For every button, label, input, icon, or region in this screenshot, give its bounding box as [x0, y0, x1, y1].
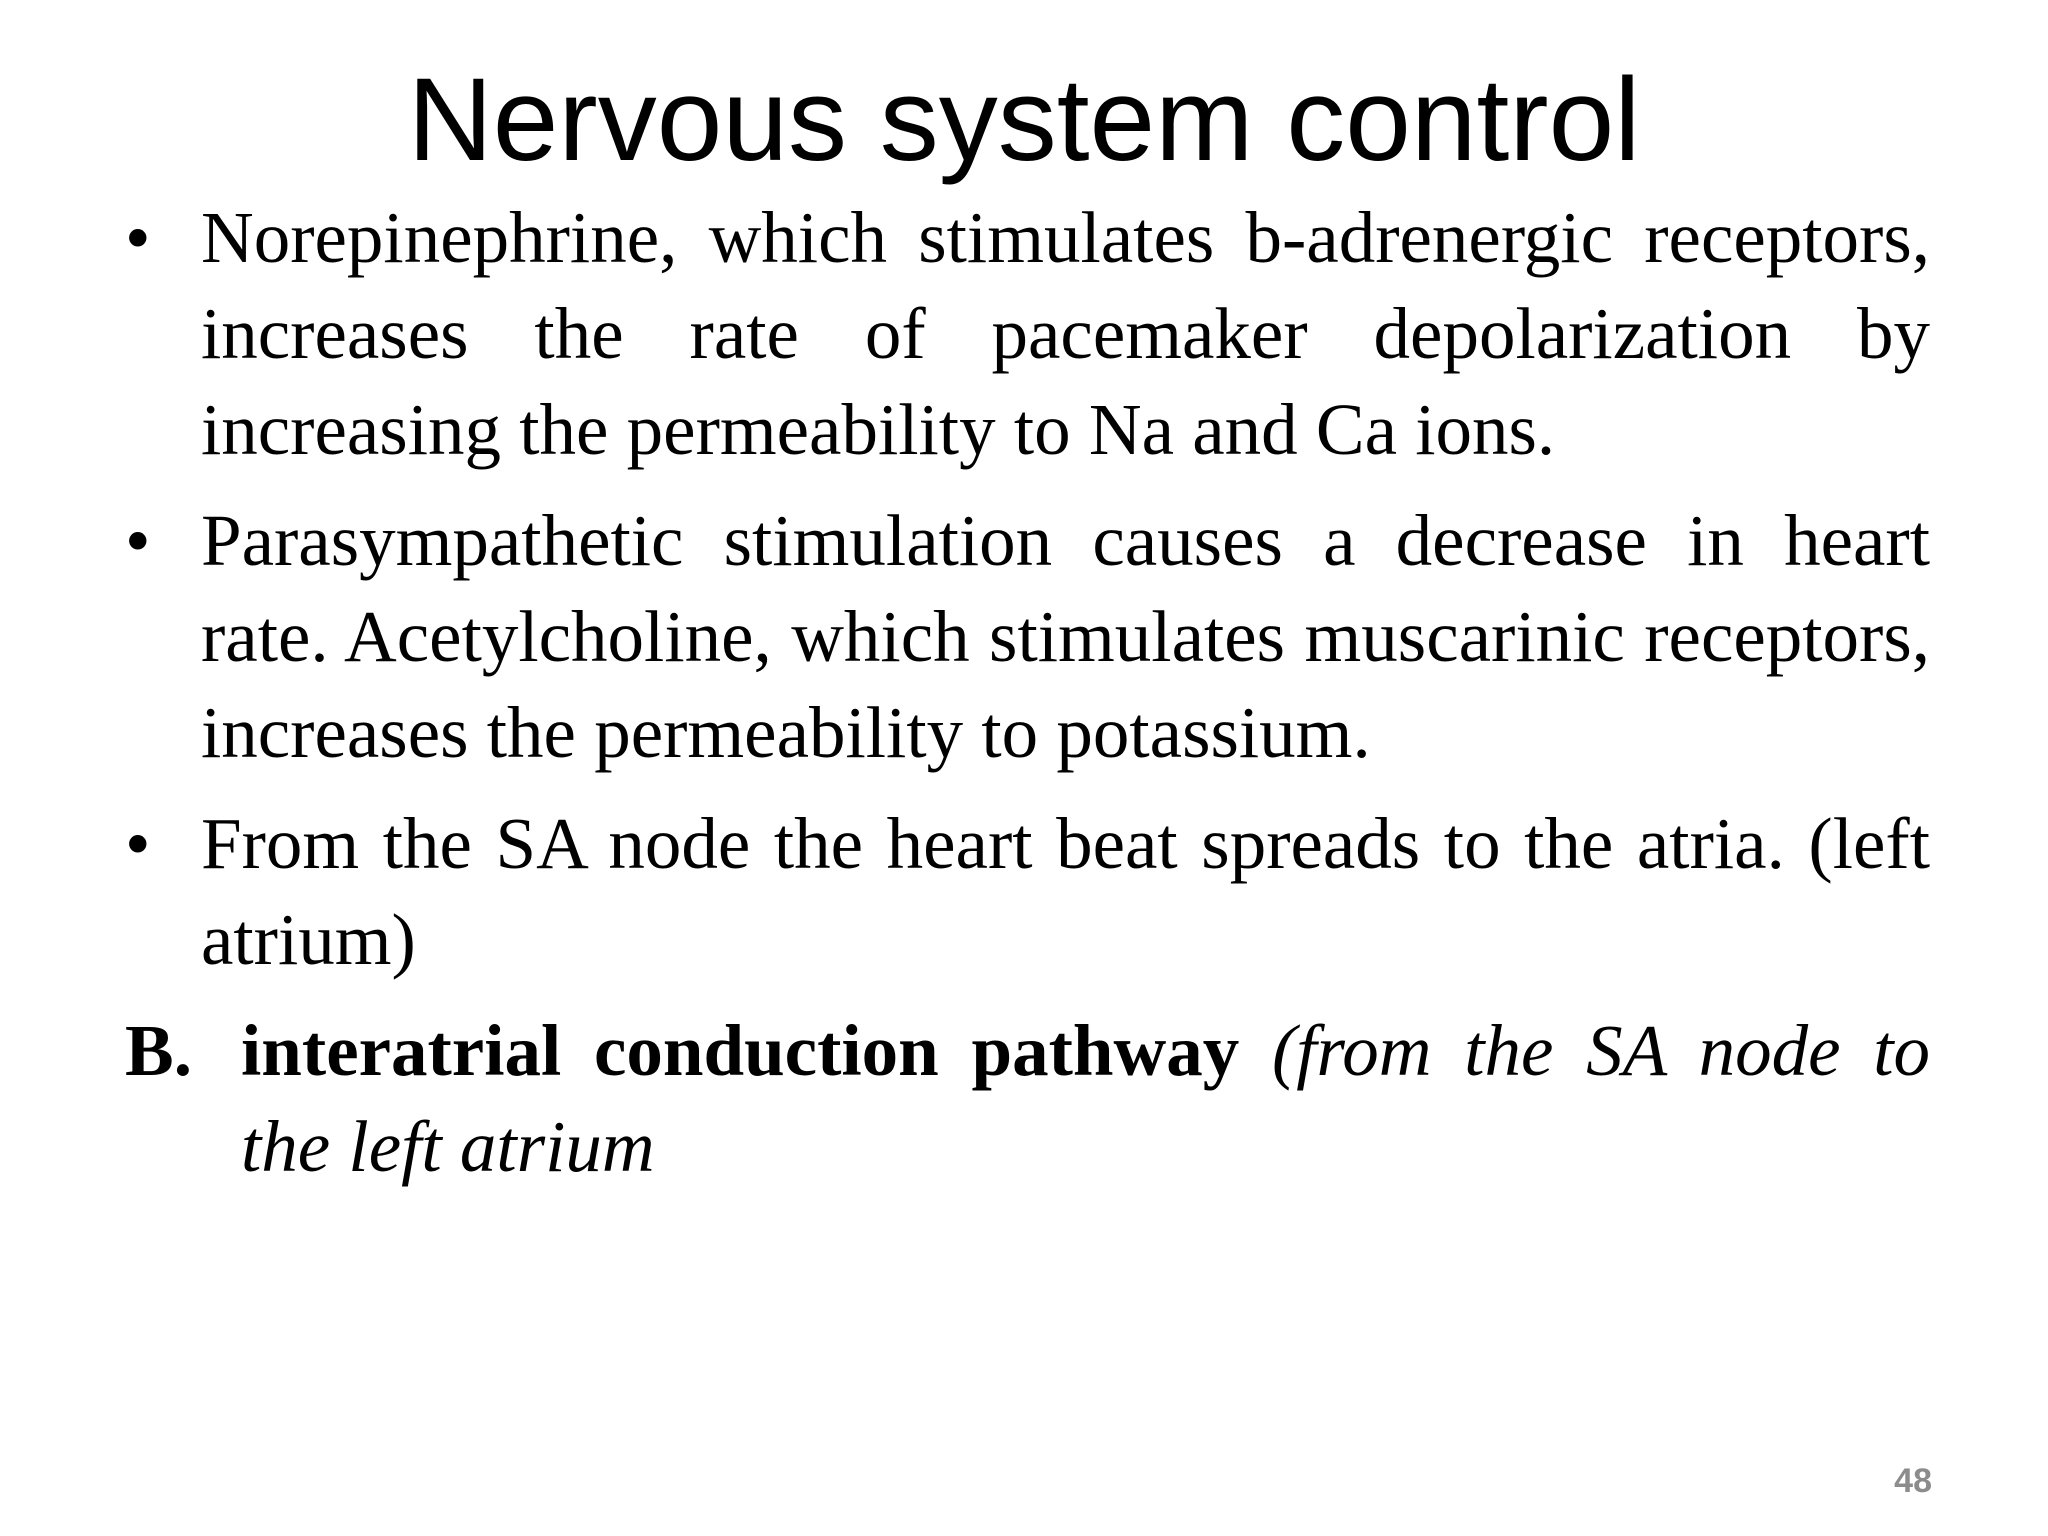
bullet-list: [125, 190, 1930, 988]
section-b-heading: interatrial conduction pathway: [241, 1010, 1240, 1091]
section-b: [125, 1003, 1930, 1195]
bullet-text: Norepinephrine, which stimulates b-adrenergic receptors, increases the rate of pacemaker depolarization by increasing the permeability to Na and Ca ions.: [201, 197, 1930, 470]
bullet-text: From the SA node the heart beat spreads to the atria. (left atrium): [201, 803, 1930, 980]
slide-title: Nervous system control: [407, 54, 1641, 186]
bullet-text: Parasympathetic stimulation causes a decrease in heart rate. Acetylcholine, which stimulates muscarinic receptors, increases the permeability to potassium.: [201, 500, 1930, 773]
section-b-description: (from the SA node to the left atrium: [241, 1010, 1930, 1187]
bullet-item-parasympathetic: [125, 493, 1930, 781]
slide-number: 48: [1894, 1462, 1932, 1500]
bullet-item-norepinephrine: [125, 190, 1930, 478]
bullet-dot-icon: •: [125, 500, 151, 581]
bullet-dot-icon: •: [125, 803, 151, 884]
bullet-dot-icon: •: [125, 197, 151, 278]
section-b-letter: B.: [125, 1010, 192, 1091]
slide-body: [125, 190, 1930, 1195]
bullet-item-sa-node: [125, 796, 1930, 988]
